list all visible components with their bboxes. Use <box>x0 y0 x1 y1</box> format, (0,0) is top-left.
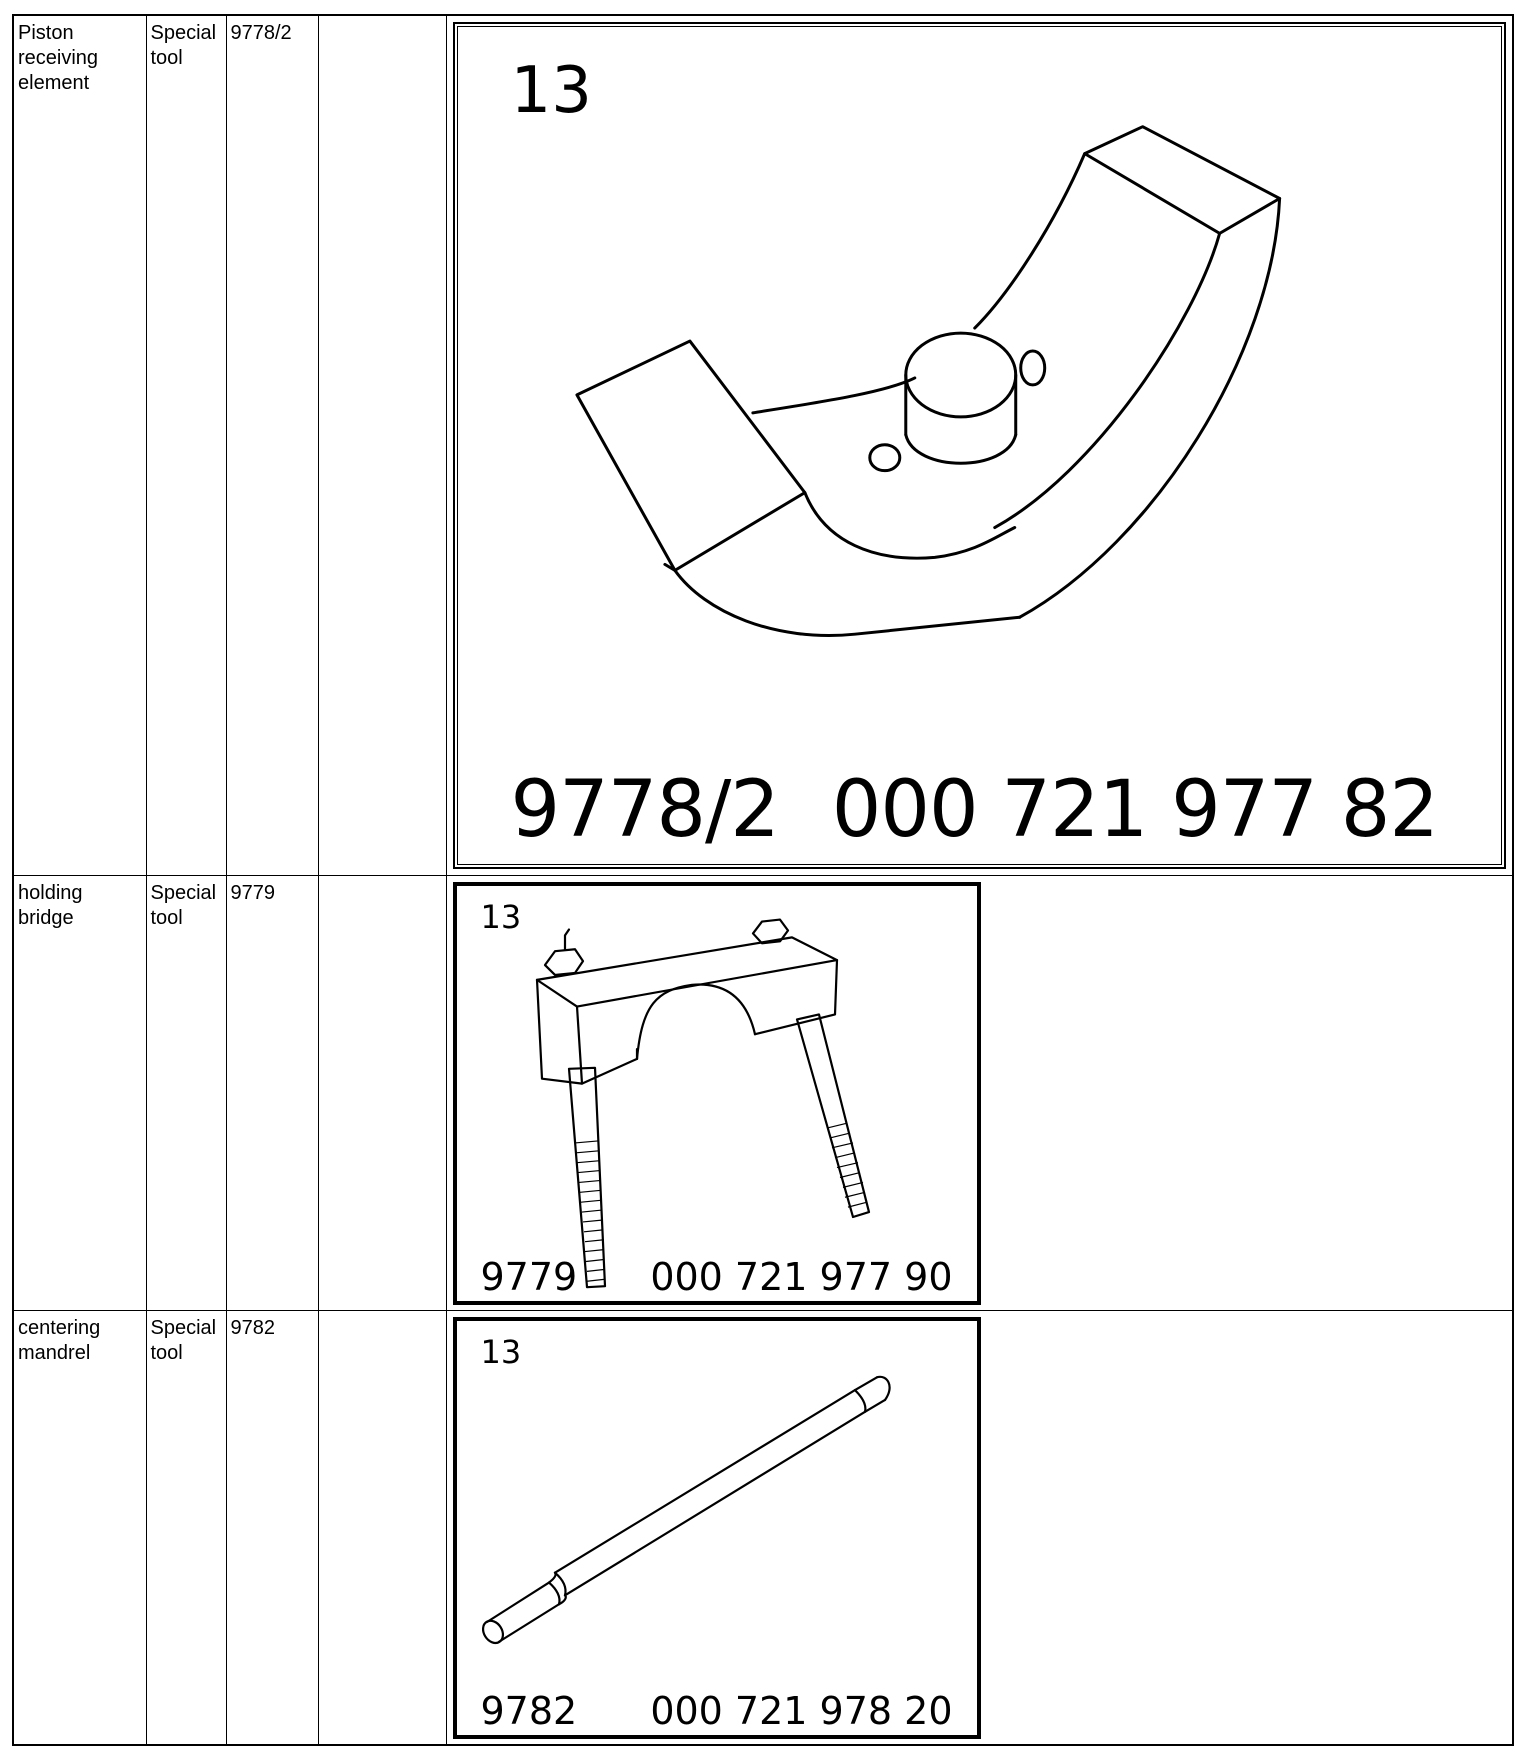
illustration-cell <box>446 1310 1513 1745</box>
tool-illustration-frame <box>453 22 1507 869</box>
tool-category-cell <box>146 875 226 1310</box>
illustration-tool-number: 9782 <box>480 1689 578 1733</box>
tool-number: 9779 <box>230 881 275 904</box>
table-row <box>13 15 1513 875</box>
illustration-tool-number: 9779 <box>480 1254 578 1299</box>
remarks-cell <box>318 15 446 875</box>
tool-illustration-frame <box>453 882 981 1305</box>
tool-name: centering mandrel <box>18 1316 101 1364</box>
table-row <box>13 1310 1513 1745</box>
tool-category: Special tool <box>150 1316 217 1364</box>
tool-name: Piston receiving element <box>18 22 99 94</box>
remarks <box>319 16 446 21</box>
tool-category: Special tool <box>150 881 217 929</box>
centering-mandrel-drawing <box>457 1321 977 1736</box>
illustration-tool-number: 9778/2 <box>510 764 779 855</box>
page-ref-label: 13 <box>480 1332 522 1371</box>
tool-number: 9782 <box>230 1316 275 1339</box>
illustration-cell <box>446 15 1513 875</box>
tool-category-cell <box>146 15 226 875</box>
illustration-part-number: 000 721 978 20 <box>650 1689 953 1733</box>
tool-name: holding bridge <box>18 881 83 929</box>
holding-bridge-drawing <box>457 886 977 1301</box>
tool-illustration-frame <box>453 1317 981 1740</box>
illustration-cell <box>446 875 1513 1310</box>
tool-name-cell <box>13 15 146 875</box>
page-ref-label: 13 <box>480 897 522 936</box>
remarks <box>319 1311 446 1316</box>
remarks-cell <box>318 875 446 1310</box>
remarks <box>319 876 446 881</box>
illustration-part-number: 000 721 977 82 <box>831 764 1438 855</box>
tool-number-cell <box>226 15 318 875</box>
piston-receiving-element-drawing <box>455 24 1505 867</box>
tool-name-cell <box>13 1310 146 1745</box>
tool-number-cell <box>226 875 318 1310</box>
page-ref-label: 13 <box>510 54 592 128</box>
tool-name-cell <box>13 875 146 1310</box>
tool-category-cell <box>146 1310 226 1745</box>
special-tools-table <box>12 14 1514 1746</box>
tool-number: 9778/2 <box>230 22 292 44</box>
illustration-part-number: 000 721 977 90 <box>650 1254 953 1299</box>
tool-category: Special tool <box>150 22 217 69</box>
tool-number-cell <box>226 1310 318 1745</box>
remarks-cell <box>318 1310 446 1745</box>
table-row <box>13 875 1513 1310</box>
